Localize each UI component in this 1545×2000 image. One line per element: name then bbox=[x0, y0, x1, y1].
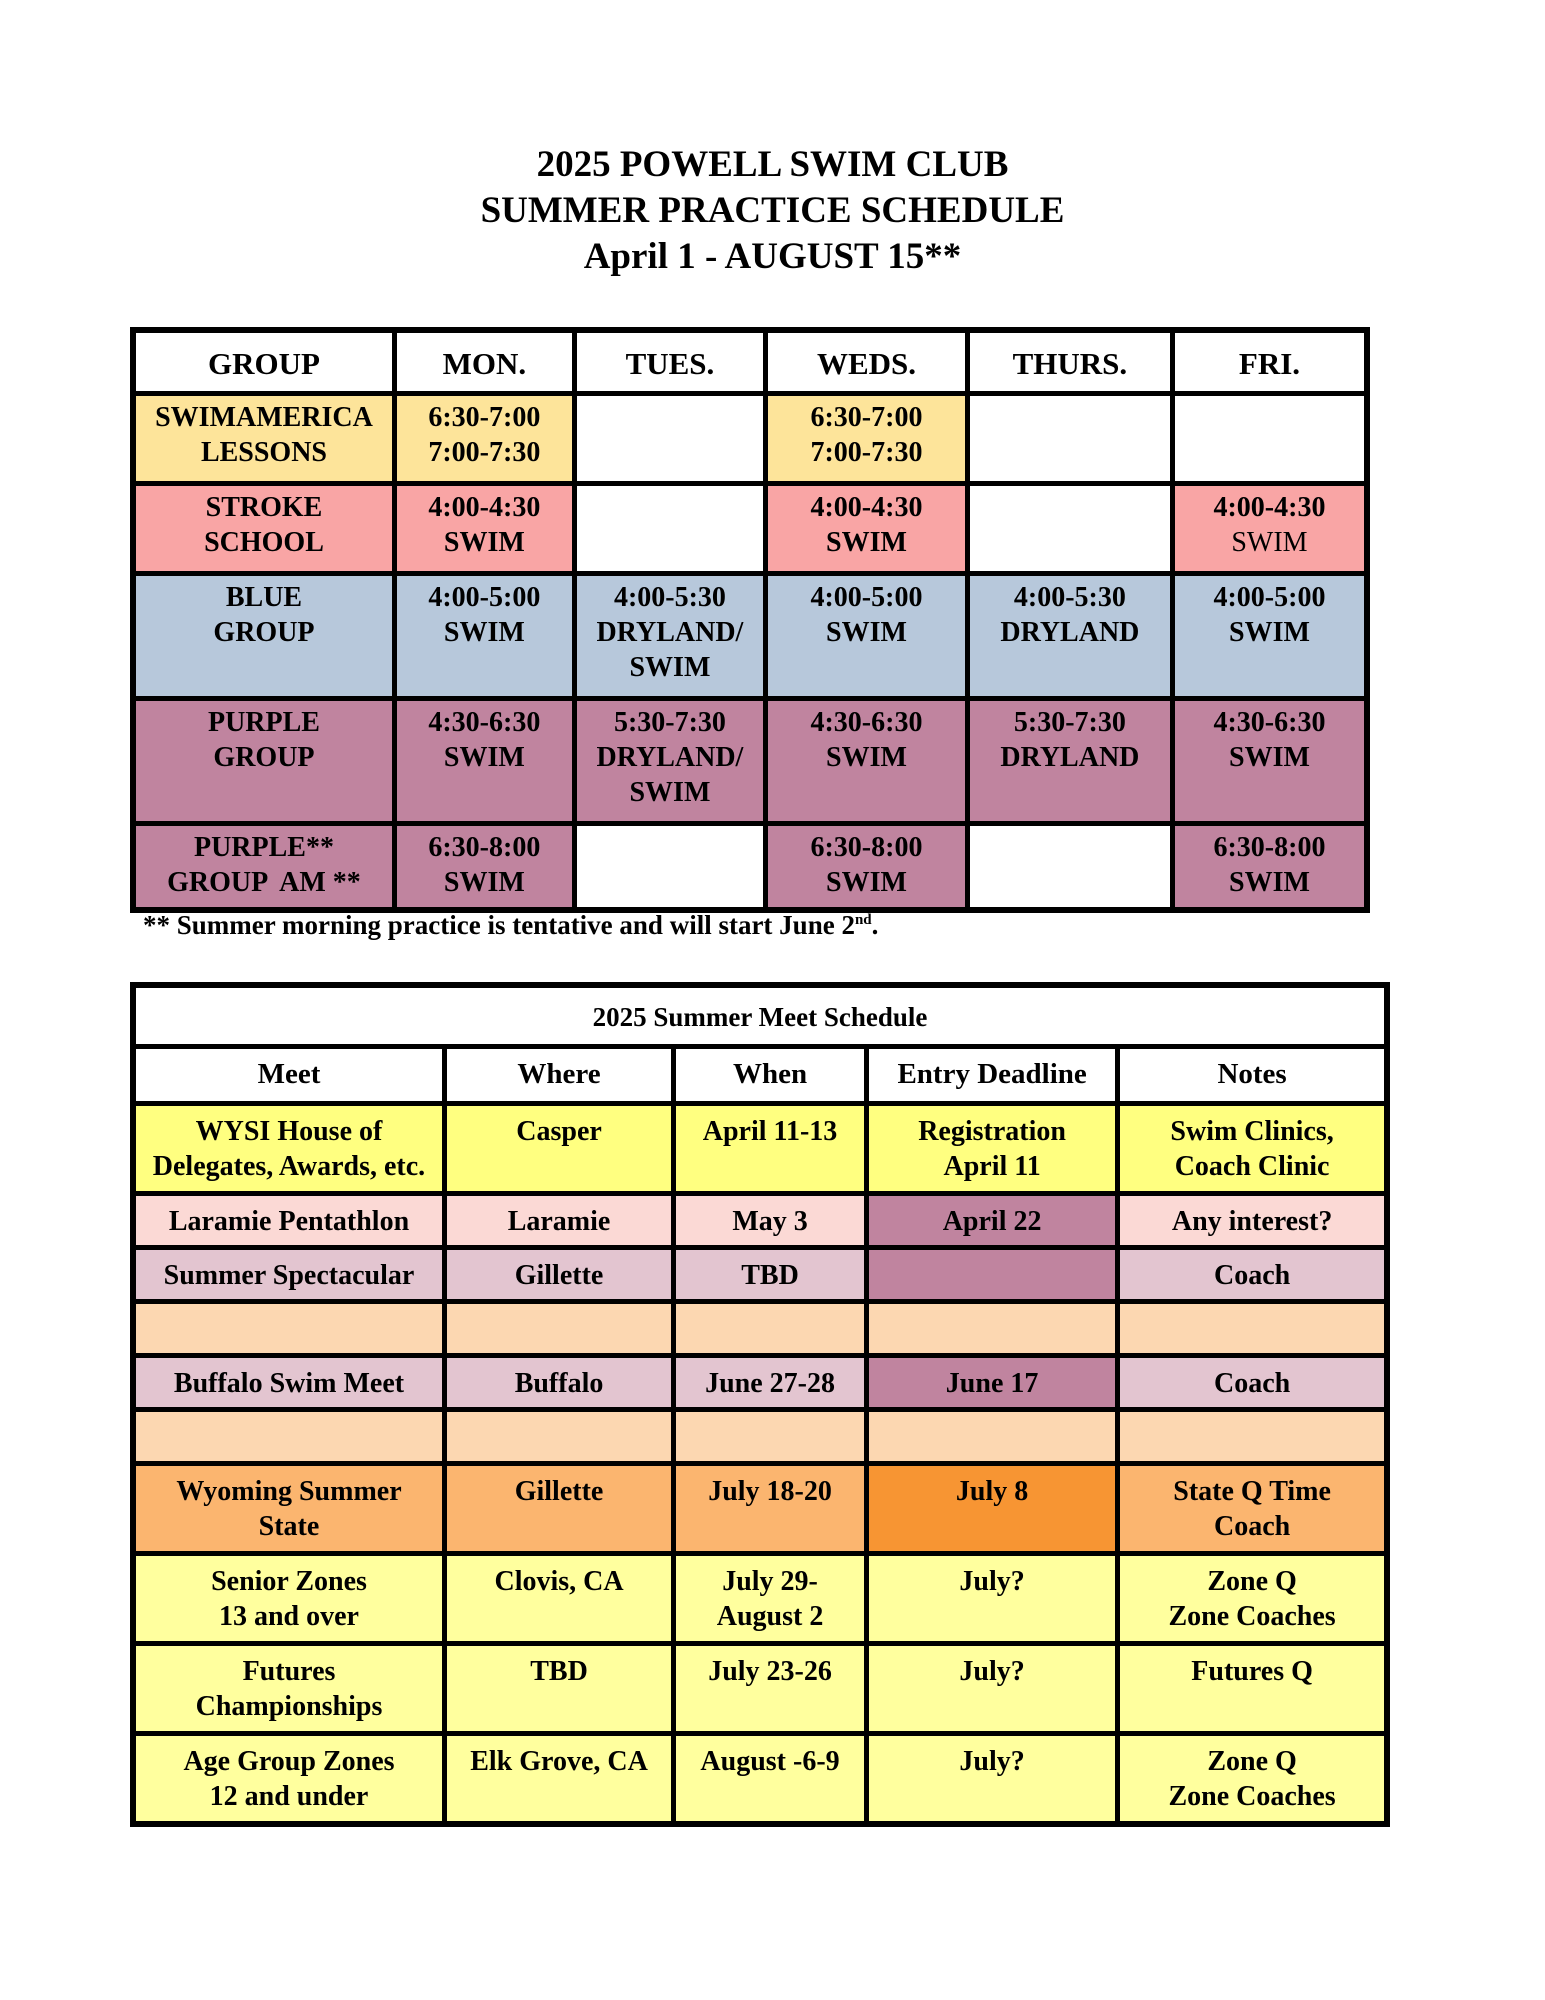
meet-schedule-table bbox=[130, 982, 1390, 1827]
wed-cell: 6:30-7:00 7:00-7:30 bbox=[766, 394, 968, 484]
header-wed: WEDS. bbox=[766, 330, 968, 394]
deadline-cell: Registration April 11 bbox=[867, 1104, 1118, 1194]
deadline-cell: April 22 bbox=[867, 1194, 1118, 1248]
meet-row bbox=[133, 1104, 1387, 1194]
notes-cell: Swim Clinics, Coach Clinic bbox=[1118, 1104, 1387, 1194]
fri-cell: 6:30-8:00 SWIM bbox=[1172, 824, 1367, 910]
meet-row bbox=[133, 1194, 1387, 1248]
when-cell: May 3 bbox=[674, 1194, 867, 1248]
thu-cell: 5:30-7:30 DRYLAND bbox=[967, 699, 1172, 824]
where-cell: TBD bbox=[444, 1644, 673, 1734]
where-cell: Gillette bbox=[444, 1248, 673, 1302]
tue-cell bbox=[574, 484, 765, 574]
notes-cell: State Q Time Coach bbox=[1118, 1464, 1387, 1554]
title-line-3: April 1 - AUGUST 15** bbox=[583, 236, 962, 277]
header-tue: TUES. bbox=[574, 330, 765, 394]
when-cell: April 11-13 bbox=[674, 1104, 867, 1194]
tue-cell bbox=[574, 824, 765, 910]
notes-cell: Coach bbox=[1118, 1248, 1387, 1302]
notes-cell: Futures Q bbox=[1118, 1644, 1387, 1734]
when-cell: July 23-26 bbox=[674, 1644, 867, 1734]
meet-caption-row bbox=[133, 985, 1387, 1047]
thu-cell bbox=[967, 484, 1172, 574]
wed-cell: 6:30-8:00 SWIM bbox=[766, 824, 968, 910]
meet-cell: Laramie Pentathlon bbox=[133, 1194, 444, 1248]
header-fri: FRI. bbox=[1172, 330, 1367, 394]
header-meet: Meet bbox=[133, 1047, 444, 1104]
mon-cell: 4:00-4:30 SWIM bbox=[394, 484, 574, 574]
wed-cell: 4:30-6:30 SWIM bbox=[766, 699, 968, 824]
fri-cell bbox=[1172, 394, 1367, 484]
wed-cell: 4:00-4:30 SWIM bbox=[766, 484, 968, 574]
thu-cell bbox=[967, 394, 1172, 484]
practice-row-purple-am bbox=[133, 824, 1367, 910]
wed-cell: 4:00-5:00 SWIM bbox=[766, 574, 968, 699]
meet-row bbox=[133, 1464, 1387, 1554]
when-cell: July 18-20 bbox=[674, 1464, 867, 1554]
meet-cell: Summer Spectacular bbox=[133, 1248, 444, 1302]
notes-cell: Any interest? bbox=[1118, 1194, 1387, 1248]
header-when: When bbox=[674, 1047, 867, 1104]
group-cell: SWIMAMERICA LESSONS bbox=[133, 394, 394, 484]
when-cell: TBD bbox=[674, 1248, 867, 1302]
when-cell: June 27-28 bbox=[674, 1356, 867, 1410]
deadline-cell: July? bbox=[867, 1554, 1118, 1644]
group-cell: PURPLE** GROUP AM ** bbox=[133, 824, 394, 910]
header-notes: Notes bbox=[1118, 1047, 1387, 1104]
header-where: Where bbox=[444, 1047, 673, 1104]
meet-row-empty bbox=[133, 1410, 1387, 1464]
tue-cell: 5:30-7:30 DRYLAND/ SWIM bbox=[574, 699, 765, 824]
where-cell: Gillette bbox=[444, 1464, 673, 1554]
mon-cell: 6:30-8:00 SWIM bbox=[394, 824, 574, 910]
tue-cell bbox=[574, 394, 765, 484]
deadline-cell: July? bbox=[867, 1734, 1118, 1824]
meet-cell: Futures Championships bbox=[133, 1644, 444, 1734]
header-entry-deadline: Entry Deadline bbox=[867, 1047, 1118, 1104]
where-cell: Laramie bbox=[444, 1194, 673, 1248]
practice-row-blue-group bbox=[133, 574, 1367, 699]
practice-header-row bbox=[133, 330, 1367, 394]
mon-cell: 4:00-5:00 SWIM bbox=[394, 574, 574, 699]
title-line-1: 2025 POWELL SWIM CLUB bbox=[536, 144, 1009, 185]
deadline-cell: July 8 bbox=[867, 1464, 1118, 1554]
where-cell: Buffalo bbox=[444, 1356, 673, 1410]
tue-cell: 4:00-5:30 DRYLAND/ SWIM bbox=[574, 574, 765, 699]
where-cell: Casper bbox=[444, 1104, 673, 1194]
deadline-cell bbox=[867, 1248, 1118, 1302]
practice-row-swimamerica bbox=[133, 394, 1367, 484]
practice-row-stroke-school bbox=[133, 484, 1367, 574]
where-cell: Elk Grove, CA bbox=[444, 1734, 673, 1824]
practice-schedule-table bbox=[130, 327, 1370, 913]
meet-row bbox=[133, 1734, 1387, 1824]
meet-row bbox=[133, 1644, 1387, 1734]
meet-cell: Buffalo Swim Meet bbox=[133, 1356, 444, 1410]
practice-row-purple-group bbox=[133, 699, 1367, 824]
meet-cell: Age Group Zones 12 and under bbox=[133, 1734, 444, 1824]
fri-cell: 4:30-6:30 SWIM bbox=[1172, 699, 1367, 824]
fri-cell: 4:00-5:00 SWIM bbox=[1172, 574, 1367, 699]
header-mon: MON. bbox=[394, 330, 574, 394]
fri-cell: 4:00-4:30 SWIM bbox=[1172, 484, 1367, 574]
meet-cell: WYSI House of Delegates, Awards, etc. bbox=[133, 1104, 444, 1194]
notes-cell: Zone Q Zone Coaches bbox=[1118, 1734, 1387, 1824]
thu-cell bbox=[967, 824, 1172, 910]
meet-cell: Senior Zones 13 and over bbox=[133, 1554, 444, 1644]
notes-cell: Coach bbox=[1118, 1356, 1387, 1410]
deadline-cell: July? bbox=[867, 1644, 1118, 1734]
meet-row bbox=[133, 1554, 1387, 1644]
meet-row bbox=[133, 1248, 1387, 1302]
meet-table-caption: 2025 Summer Meet Schedule bbox=[133, 985, 1387, 1047]
when-cell: July 29- August 2 bbox=[674, 1554, 867, 1644]
mon-cell: 6:30-7:00 7:00-7:30 bbox=[394, 394, 574, 484]
group-cell: PURPLE GROUP bbox=[133, 699, 394, 824]
group-cell: STROKE SCHOOL bbox=[133, 484, 394, 574]
practice-footnote: ** Summer morning practice is tentative and will start June 2nd. bbox=[143, 910, 879, 940]
when-cell: August -6-9 bbox=[674, 1734, 867, 1824]
meet-row bbox=[133, 1356, 1387, 1410]
mon-cell: 4:30-6:30 SWIM bbox=[394, 699, 574, 824]
title-line-2: SUMMER PRACTICE SCHEDULE bbox=[480, 190, 1065, 231]
page-title bbox=[0, 142, 1545, 280]
thu-cell: 4:00-5:30 DRYLAND bbox=[967, 574, 1172, 699]
meet-header-row bbox=[133, 1047, 1387, 1104]
deadline-cell: June 17 bbox=[867, 1356, 1118, 1410]
meet-cell: Wyoming Summer State bbox=[133, 1464, 444, 1554]
where-cell: Clovis, CA bbox=[444, 1554, 673, 1644]
notes-cell: Zone Q Zone Coaches bbox=[1118, 1554, 1387, 1644]
meet-row-empty bbox=[133, 1302, 1387, 1356]
header-group: GROUP bbox=[133, 330, 394, 394]
group-cell: BLUE GROUP bbox=[133, 574, 394, 699]
header-thu: THURS. bbox=[967, 330, 1172, 394]
